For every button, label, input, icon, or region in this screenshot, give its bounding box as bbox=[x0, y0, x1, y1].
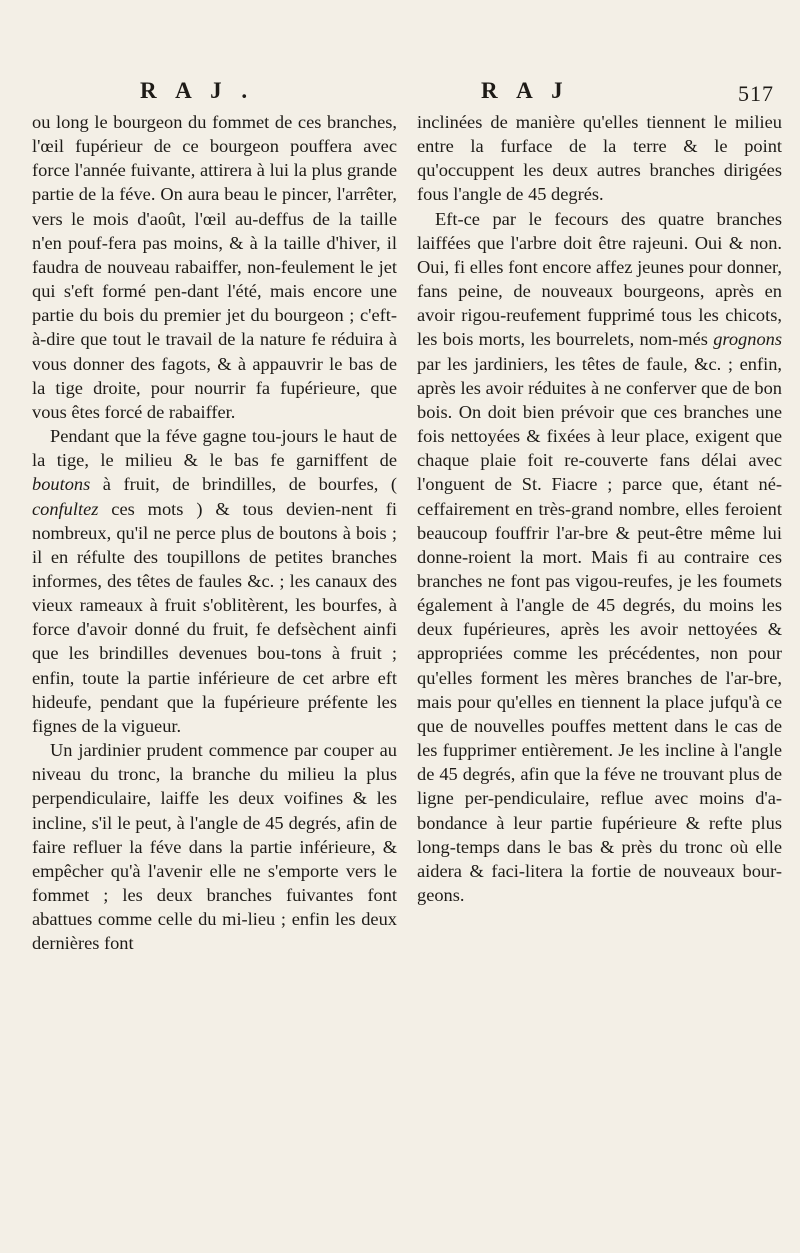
left-paragraph-2 bbox=[32, 424, 397, 738]
left-paragraph-2-text-c: ces mots ) & tous devien-nent fi nombreux, qu'il ne perce plus de boutons à bois ; il en réfulte des toupillons de petites branches informes, des têtes de faules &c. ; les canaux des vieux rameaux à fruit s'oblitèrent, les bourfes, à force d'avoir donné du fruit, fe defsèchent ainfi que les brindilles devenues bou-tons à fruit ; enfin, toute la partie inférieure de cet arbre eft hideufe, pendant que la fupérieure préfente les fignes de la vigueur. bbox=[32, 498, 397, 736]
right-paragraph-1 bbox=[417, 110, 782, 207]
right-paragraph-2-text-a: Eft-ce par le fecours des quatre branches laiffées que l'arbre doit être rajeuni. Oui & non. Oui, fi elles font encore affez jeunes pour donner, fans peine, de nouveaux bourgeons, après en avoir rigou-reufement fupprimé tous les chicots, les bois morts, les bourrelets, nom-més bbox=[417, 208, 782, 350]
left-paragraph-2-italic-term-boutons: boutons bbox=[32, 474, 91, 495]
left-paragraph-1-text: ou long le bourgeon du fommet de ces branches, l'œil fupérieur de ce bourgeon pouffera avec force l'année fuivante, attirera à lui la plus grande partie de la féve. On aura beau le pincer, l'arrêter, vers le mois d'août, l'œil au-deffus de la taille n'en pouf-fera pas moins, & à la taille d'hiver, il faudra de nouveau rabaiffer, non-feulement le jet qui s'eft formé pen-dant l'été, mais encore une partie du bois du premier jet du bourgeon ; c'eft-à-dire que tout le travail de la nature fe réduira à vous donner des fagots, & à appauvrir le bas de la tige droite, pour nourrir fa fupérieure, que vous êtes forcé de rabaiffer. bbox=[32, 112, 397, 422]
left-page-text bbox=[32, 110, 397, 955]
right-paragraph-2-text-b: par les jardiniers, les têtes de faule, &c. ; enfin, après les avoir réduites à ne conferver que de bon bois. On doit bien prévoir que ces branches une fois nettoyées & fixées à leur place, exigent que chaque plaie foit re-couverte fans délai avec l'onguent de St. Fiacre ; parce que, étant né-ceffairement en très-grand nombre, elles feroient beaucoup fouffrir l'ar-bre & peut-être même lui donne-roient la mort. Mais fi au contraire ces branches ne font pas vigou-reufes, je les foumets également à l'angle de 45 degrés, du moins les deux fupérieures, après les avoir nettoyées & appropriées comme les précédentes, non pour qu'elles forment les mères branches de l'ar-bre, mais pour qu'elles en tiennent la place jufqu'à ce que de nouvelles pouffes mettent dans le cas de les fupprimer entièrement. Je les incline à l'angle de 45 degrés, afin que la féve ne trouvant plus de ligne per-pendiculaire, reflue avec moins d'a-bondance à leur partie fupérieure & refte plus long-temps dans le bas & près du tronc où elle aidera & faci-litera la fortie de nouveaux bour-geons. bbox=[417, 353, 782, 905]
right-page bbox=[417, 72, 782, 907]
left-paragraph-1 bbox=[32, 110, 397, 424]
right-paragraph-2 bbox=[417, 207, 782, 908]
right-running-head bbox=[417, 72, 782, 110]
left-page bbox=[32, 72, 397, 955]
left-paragraph-2-italic-term-confultez: confultez bbox=[32, 498, 99, 519]
right-paragraph-1-text: inclinées de manière qu'elles tiennent le milieu entre la furface de la terre & le point qu'occuppent les deux autres branches dirigées fous l'angle de 45 degrés. bbox=[417, 112, 782, 205]
right-running-head-title: R A J bbox=[481, 78, 570, 103]
left-paragraph-2-text-b: à fruit, de brindilles, de bourfes, ( bbox=[90, 474, 397, 495]
right-page-text bbox=[417, 110, 782, 907]
left-paragraph-2-text-a: Pendant que la féve gagne tou-jours le haut de la tige, le milieu & le bas fe garniffent de bbox=[32, 426, 397, 471]
page-number: 517 bbox=[738, 81, 774, 106]
left-paragraph-3 bbox=[32, 738, 397, 955]
left-paragraph-3-text: Un jardinier prudent commence par couper au niveau du tronc, la branche du milieu la plus perpendiculaire, laiffe les deux voifines & les incline, s'il le peut, à l'angle de 45 degrés, afin de faire refluer la féve dans la partie inférieure, & empêcher qu'à l'avenir elle ne s'emporte vers le fommet ; les deux branches fuivantes font abattues comme celle du mi-lieu ; enfin les deux dernières font bbox=[32, 740, 397, 954]
left-running-head bbox=[32, 72, 397, 110]
right-paragraph-2-italic-term-grognons: grognons bbox=[713, 329, 782, 350]
left-running-head-title: R A J . bbox=[140, 78, 255, 103]
